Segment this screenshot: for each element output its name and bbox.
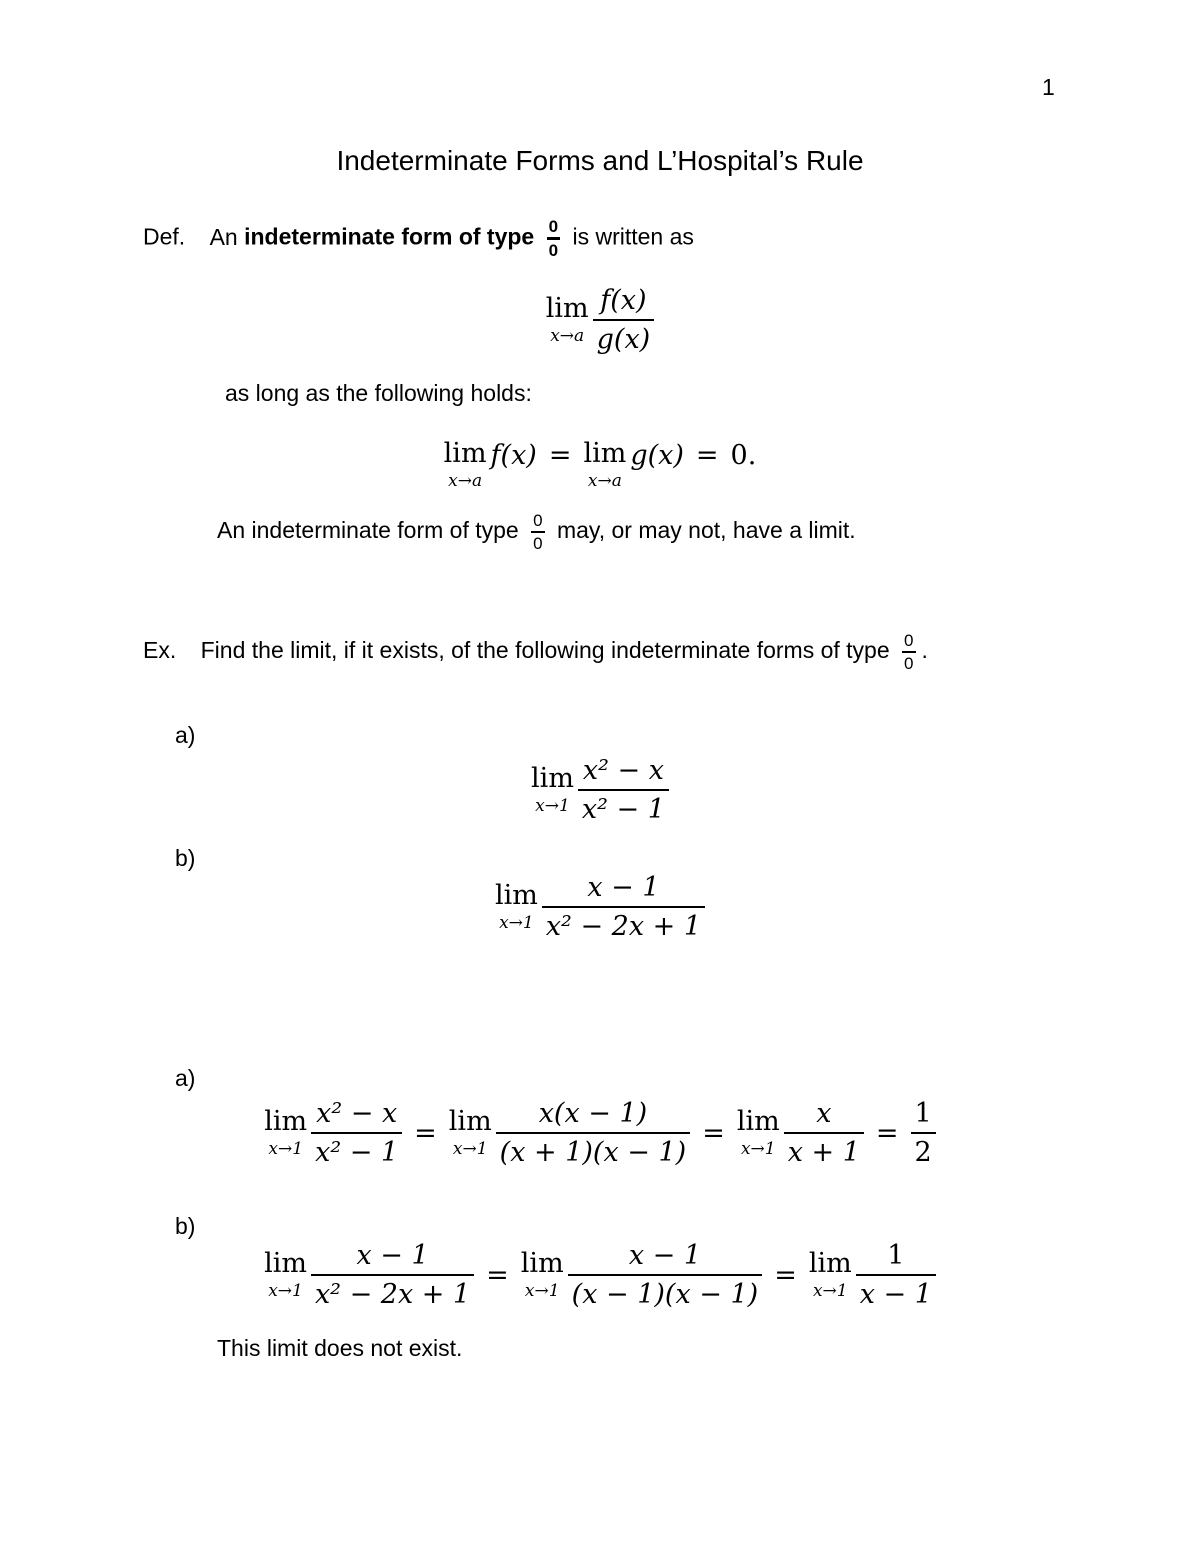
solution-b-conclusion: This limit does not exist. xyxy=(217,1335,463,1361)
def-bold-phrase: indeterminate form of type xyxy=(244,223,535,250)
sol-a-step3-num: x xyxy=(816,1098,832,1129)
sol-b-step1-num: x − 1 xyxy=(356,1240,429,1271)
fx: f(x) xyxy=(600,285,647,316)
problem-a-label: a) xyxy=(175,722,196,748)
def-zero-over-zero xyxy=(547,218,560,259)
problem-a-num: x² − x xyxy=(582,755,664,786)
def-tail: is written as xyxy=(572,223,694,250)
note-frac-den: 0 xyxy=(533,534,543,553)
lim-sub: x→a xyxy=(448,471,483,491)
sol-b-step2-den: (x − 1)(x − 1) xyxy=(571,1279,759,1311)
lim-word: lim xyxy=(448,1106,492,1138)
sol-b-step3-den: x − 1 xyxy=(859,1279,932,1311)
sol-a-step2-num: x(x − 1) xyxy=(538,1098,648,1129)
problem-a-expression xyxy=(0,755,1200,825)
def-frac-den: 0 xyxy=(548,241,559,260)
equals: = xyxy=(875,1117,899,1149)
page-title: Indeterminate Forms and L’Hospital’s Rule xyxy=(336,145,864,176)
lim-sub: x→1 xyxy=(268,1281,303,1302)
lim-word: lim xyxy=(545,293,589,325)
sol-a-step3-den: x + 1 xyxy=(787,1137,860,1169)
lim-word: lim xyxy=(264,1106,308,1138)
equals: = xyxy=(702,1117,725,1149)
lim-word: lim xyxy=(443,438,487,469)
ex-frac-num: 0 xyxy=(904,631,914,650)
gx: g(x) xyxy=(630,440,684,471)
solution-b-label: b) xyxy=(175,1213,196,1239)
equals: = xyxy=(548,440,572,471)
note-frac-num: 0 xyxy=(533,511,543,530)
solution-a-expression xyxy=(0,1098,1200,1168)
ex-text: Find the limit, if it exists, of the following indeterminate forms of type xyxy=(200,637,890,664)
problem-b-expression xyxy=(0,872,1200,942)
note-before: An indeterminate form of type xyxy=(217,517,519,544)
sol-a-step2-den: (x + 1)(x − 1) xyxy=(499,1137,687,1169)
problem-b-num: x − 1 xyxy=(587,872,660,903)
ex-zero-over-zero xyxy=(902,632,915,672)
equals: = xyxy=(695,440,719,471)
lim-word: lim xyxy=(531,763,574,795)
lim-sub: x→1 xyxy=(452,1139,488,1160)
problem-b-den: x² − 2x + 1 xyxy=(545,911,702,943)
def-limit-expression xyxy=(0,285,1200,355)
solution-a-label: a) xyxy=(175,1065,196,1091)
example-line xyxy=(143,632,928,672)
ex-prefix: Ex. xyxy=(143,637,177,664)
page-number: 1 xyxy=(1042,74,1055,100)
lim-sub: x→1 xyxy=(535,796,570,817)
def-lead: An xyxy=(209,223,238,250)
lim-sub: x→1 xyxy=(812,1281,848,1302)
sol-a-result-num: 1 xyxy=(914,1098,932,1129)
lim-sub: x→1 xyxy=(740,1139,776,1160)
sol-a-result-den: 2 xyxy=(914,1137,932,1169)
problem-a-den: x² − 1 xyxy=(581,794,665,826)
sol-a-step1-den: x² − 1 xyxy=(315,1137,399,1169)
sol-b-step3-num: 1 xyxy=(887,1240,905,1271)
gx: g(x) xyxy=(596,324,651,356)
lim-word: lim xyxy=(494,880,538,912)
sol-b-step2-num: x − 1 xyxy=(628,1240,702,1271)
zero-end: 0. xyxy=(730,440,757,471)
ex-period: . xyxy=(921,637,928,664)
fx: f(x) xyxy=(490,440,537,471)
def-prefix: Def. xyxy=(143,223,186,250)
sol-a-step1-num: x² − x xyxy=(316,1098,398,1129)
sol-b-step1-den: x² − 2x + 1 xyxy=(314,1279,471,1311)
ex-frac-den: 0 xyxy=(904,654,914,673)
def-frac-num: 0 xyxy=(548,217,559,236)
lim-word: lim xyxy=(583,438,627,469)
lim-word: lim xyxy=(736,1106,780,1138)
equals: = xyxy=(414,1117,437,1149)
def-condition-expression xyxy=(0,440,1200,490)
lim-word: lim xyxy=(808,1248,852,1280)
note-after: may, or may not, have a limit. xyxy=(556,517,856,544)
equals: = xyxy=(774,1259,797,1291)
solution-b-expression xyxy=(0,1240,1200,1310)
lim-word: lim xyxy=(264,1248,307,1280)
lim-sub: x→1 xyxy=(524,1281,560,1302)
note-line xyxy=(217,512,856,552)
lim-sub: x→1 xyxy=(268,1139,304,1160)
lim-sub: x→a xyxy=(550,326,585,347)
problem-b-label: b) xyxy=(175,845,196,871)
lim-word: lim xyxy=(520,1248,564,1280)
condition-text: as long as the following holds: xyxy=(225,380,532,406)
note-zero-over-zero xyxy=(531,512,544,552)
lim-sub: x→a xyxy=(587,471,622,491)
lim-sub: x→1 xyxy=(499,913,534,934)
definition-line xyxy=(143,218,694,259)
equals: = xyxy=(486,1259,509,1291)
